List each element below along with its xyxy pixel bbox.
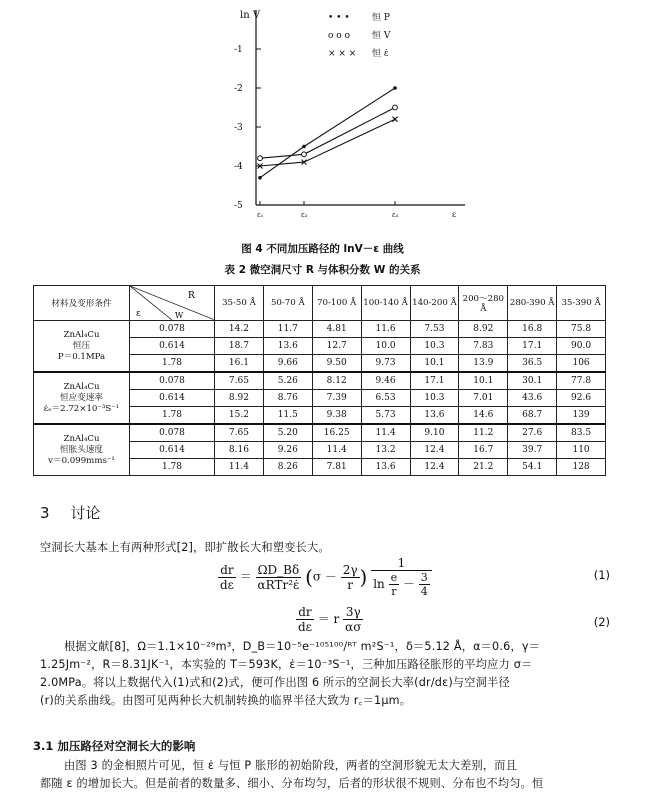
group-label: [34, 424, 130, 476]
data-point: [302, 152, 307, 157]
legend: [328, 11, 391, 59]
group-label-line: 恒胀头速度: [60, 444, 103, 455]
table-cell: 11.6: [361, 321, 410, 338]
diag-r: R: [188, 291, 195, 301]
group-label: [34, 321, 130, 373]
table-cell: 16.25: [312, 424, 361, 442]
eq2-f-num: 3γ: [343, 605, 363, 620]
group-label-line: ZnAl₄Cu: [63, 433, 100, 444]
col-header: 140-200 Å: [410, 286, 459, 321]
data-point: [258, 156, 263, 161]
equation-2-number: (2): [593, 615, 610, 629]
table-cell: 14.2: [215, 321, 264, 338]
table-cell: 13.6: [361, 459, 410, 476]
table-cell: 7.83: [459, 338, 508, 355]
para2-line: 由图 3 的金相照片可见，恒 ε̇ 与恒 P 胀形的初始阶段，两者的空洞形貌无太大差别，而且: [64, 759, 518, 772]
data-point: [393, 117, 398, 122]
col-header: 280-390 Å: [508, 286, 557, 321]
table-cell: 10.3: [410, 338, 459, 355]
para1-line: 2.0MPa。将以上数据代入(1)式和(2)式，便可作出图 6 所示的空洞长大率(dr/dε)与空洞半径: [40, 676, 510, 689]
section-number: 3: [40, 504, 50, 522]
group-label-line: ZnAl₄Cu: [63, 381, 100, 392]
table-cell: 12.4: [410, 442, 459, 459]
table-cell: 68.7: [508, 407, 557, 425]
table-caption: 表 2 微空洞尺寸 R 与体积分数 W 的关系: [224, 264, 421, 276]
x-tick-label: ε₁: [257, 211, 264, 219]
table-cell: 7.39: [312, 390, 361, 407]
table-cell: 13.2: [361, 442, 410, 459]
data-point: [258, 176, 262, 180]
eq1-f1-num: ΩD_Bδ: [256, 563, 302, 578]
eq1-f4-den: r: [391, 585, 397, 598]
table-cell: 16.1: [215, 355, 264, 373]
y-axis-label: ln V: [240, 10, 261, 21]
data-point: [302, 145, 306, 149]
group-label-line: ZnAl₄Cu: [63, 329, 100, 340]
table-cell: 16.7: [459, 442, 508, 459]
y-tick-label: -4: [234, 162, 243, 172]
legend-marker-v: o o o: [328, 31, 350, 41]
table-row: [34, 424, 606, 442]
table-cell: 83.5: [557, 424, 606, 442]
diag-w: W: [175, 311, 184, 320]
eq2-lhs-den: dε: [298, 620, 312, 634]
strain-cell: 0.614: [130, 442, 215, 459]
equation-2: [296, 605, 363, 634]
para1-line: (r)的关系曲线。由图可见两种长大机制转换的临界半径大致为 r꜀＝1μm。: [40, 694, 412, 707]
eq1-lhs-den: dε: [220, 577, 234, 592]
eq2-mid: ＝ r: [317, 612, 340, 626]
table-cell: 39.7: [508, 442, 557, 459]
table-row: [34, 372, 606, 390]
table-cell: 128: [557, 459, 606, 476]
strain-cell: 1.78: [130, 407, 215, 425]
table-cell: 13.6: [263, 338, 312, 355]
table-cell: 7.01: [459, 390, 508, 407]
eq1-f5-den: 4: [420, 585, 428, 598]
table-cell: 17.1: [410, 372, 459, 390]
data-point: [393, 86, 397, 90]
table-cell: 13.9: [459, 355, 508, 373]
eq1-lhs-num: dr: [218, 563, 236, 578]
group-label-line: 恒压: [72, 340, 91, 351]
table-cell: 6.53: [361, 390, 410, 407]
table-row: [34, 321, 606, 338]
col-header: 50-70 Å: [263, 286, 312, 321]
table-cell: 9.10: [410, 424, 459, 442]
legend-label-e: 恒 ε̇: [372, 49, 389, 59]
x-ticks: [257, 201, 399, 219]
table-header-row: [34, 286, 606, 321]
table-cell: 14.6: [459, 407, 508, 425]
table-cell: 11.2: [459, 424, 508, 442]
y-ticks: [234, 45, 261, 211]
table-cell: 21.2: [459, 459, 508, 476]
table-cell: 11.5: [263, 407, 312, 425]
table-cell: 77.8: [557, 372, 606, 390]
paragraph-constants: [40, 638, 615, 710]
paragraph-path-effect: [40, 757, 615, 793]
y-tick-label: -5: [234, 201, 243, 211]
table-cell: 12.4: [410, 459, 459, 476]
table-cell: 4.81: [312, 321, 361, 338]
table-cell: 43.6: [508, 390, 557, 407]
eq2-f-den: ασ: [345, 620, 362, 634]
table-cell: 5.73: [361, 407, 410, 425]
table-cell: 36.5: [508, 355, 557, 373]
table-cell: 7.65: [215, 372, 264, 390]
eq1-paren: σ －: [312, 569, 337, 584]
table-cell: 18.7: [215, 338, 264, 355]
table-cell: 92.6: [557, 390, 606, 407]
header-material: 材料及变形条件: [34, 286, 130, 321]
table-cell: 5.26: [263, 372, 312, 390]
group-label-line: ε̇ₑ＝2.72×10⁻³S⁻¹: [43, 403, 120, 414]
x-tick-label: ε₃: [392, 211, 399, 219]
y-tick-label: -1: [234, 45, 243, 55]
table-cell: 8.16: [215, 442, 264, 459]
table-cell: 30.1: [508, 372, 557, 390]
section-title: 讨论: [70, 504, 101, 522]
col-header: 100-140 Å: [361, 286, 410, 321]
intro-paragraph: 空洞长大基本上有两种形式[2]，即扩散长大和塑变长大。: [40, 541, 330, 554]
col-header: 70-100 Å: [312, 286, 361, 321]
eq1-f3-num: 1: [371, 556, 432, 571]
table-cell: 16.8: [508, 321, 557, 338]
subsection-heading: 3.1 加压路径对空洞长大的影响: [33, 739, 196, 753]
table-cell: 9.50: [312, 355, 361, 373]
diag-e: ε: [136, 309, 141, 319]
legend-marker-p: • • •: [328, 13, 350, 23]
table-cell: 5.20: [263, 424, 312, 442]
legend-label-v: 恒 V: [372, 31, 391, 41]
equation-1-number: (1): [593, 568, 610, 582]
y-tick-label: -2: [234, 84, 243, 94]
eq1-f2-den: r: [347, 577, 354, 592]
table-cell: 15.2: [215, 407, 264, 425]
table-cell: 11.7: [263, 321, 312, 338]
table-cell: 8.26: [263, 459, 312, 476]
y-tick-label: -3: [234, 123, 243, 133]
series-layer: [258, 86, 398, 179]
table-cell: 11.4: [312, 442, 361, 459]
strain-cell: 0.078: [130, 424, 215, 442]
table-cell: 8.12: [312, 372, 361, 390]
col-header: 200～280 Å: [459, 286, 508, 321]
strain-cell: 1.78: [130, 459, 215, 476]
eq2-lhs-num: dr: [296, 605, 314, 620]
table-cell: 13.6: [410, 407, 459, 425]
table-cell: 9.26: [263, 442, 312, 459]
x-tick-label: ε₂: [301, 211, 308, 219]
table-cell: 139: [557, 407, 606, 425]
figure-4-chart: [200, 0, 500, 235]
table-cell: 9.66: [263, 355, 312, 373]
group-label-line: P＝0.1MPa: [57, 351, 106, 362]
eq1-ln: ln: [373, 577, 385, 591]
table-cell: 54.1: [508, 459, 557, 476]
eq1-f5-num: 3: [420, 571, 428, 584]
para2-line: 都随 ε 的增加长大。但是前者的数量多、细小、分布均匀，后者的形状很不规则、分布也不均匀。恒: [40, 777, 544, 790]
legend-marker-e: × × ×: [328, 49, 357, 59]
strain-cell: 0.614: [130, 338, 215, 355]
table-cell: 10.3: [410, 390, 459, 407]
strain-cell: 1.78: [130, 355, 215, 373]
figure-caption: 图 4 不同加压路径的 lnV－ε 曲线: [241, 243, 404, 255]
strain-cell: 0.614: [130, 390, 215, 407]
strain-cell: 0.078: [130, 321, 215, 338]
table-cell: 110: [557, 442, 606, 459]
equation-1: $\frac{dr}{d\varepsilon}$ ＝ $\frac{\Omega D\_B\delta}{\text{αRTr²ε̇}}$ (σ － $\frac{2\gamma}{r}$ ) 1 ln $\frac{e}{r}$ － $\frac{3}{4}$: [218, 556, 432, 598]
table-2: [33, 285, 606, 476]
eq1-f4-num: e: [390, 571, 398, 584]
table-cell: 17.1: [508, 338, 557, 355]
eq1-f1-den: αRTr²ε̇: [257, 577, 300, 592]
table-cell: 90.0: [557, 338, 606, 355]
table-cell: 106: [557, 355, 606, 373]
table-cell: 7.65: [215, 424, 264, 442]
table-cell: 8.92: [459, 321, 508, 338]
table-cell: 11.4: [361, 424, 410, 442]
table-cell: 75.8: [557, 321, 606, 338]
table-cell: 10.1: [410, 355, 459, 373]
section-heading: [40, 502, 100, 523]
table-cell: 9.73: [361, 355, 410, 373]
table-cell: 10.1: [459, 372, 508, 390]
para1-line: 1.25Jm⁻²，R＝8.31JK⁻¹，本实验的 T＝593K，ε̇＝10⁻³S⁻¹，三种加压路径胀形的平均应力 σ＝: [40, 658, 533, 671]
group-label-line: 恒应变速率: [60, 392, 103, 403]
col-header: 35-50 Å: [215, 286, 264, 321]
eq1-f2-num: 2γ: [342, 562, 358, 577]
table-cell: 8.92: [215, 390, 264, 407]
table-cell: 10.0: [361, 338, 410, 355]
strain-cell: 0.078: [130, 372, 215, 390]
data-point: [393, 105, 398, 110]
table-cell: 7.53: [410, 321, 459, 338]
x-axis-symbol: ε: [452, 210, 457, 219]
table-cell: 9.38: [312, 407, 361, 425]
para1-line: 根据文献[8]，Ω＝1.1×10⁻²⁹m³，D_B＝10⁻⁵e⁻¹⁰⁵¹⁰⁰/ᴿᵀ m²S⁻¹，δ＝5.12 Å，α＝0.6，γ＝: [64, 640, 541, 653]
group-label: [34, 372, 130, 424]
header-diagonal: [130, 286, 215, 321]
table-cell: 8.76: [263, 390, 312, 407]
group-label-line: v＝0.099mms⁻¹: [48, 455, 115, 466]
table-cell: 9.46: [361, 372, 410, 390]
col-header: 35-390 Å: [557, 286, 606, 321]
legend-label-p: 恒 P: [372, 13, 390, 23]
table-cell: 12.7: [312, 338, 361, 355]
table-cell: 11.4: [215, 459, 264, 476]
eq1-minus: －: [402, 577, 415, 591]
table-cell: 7.81: [312, 459, 361, 476]
table-cell: 27.6: [508, 424, 557, 442]
